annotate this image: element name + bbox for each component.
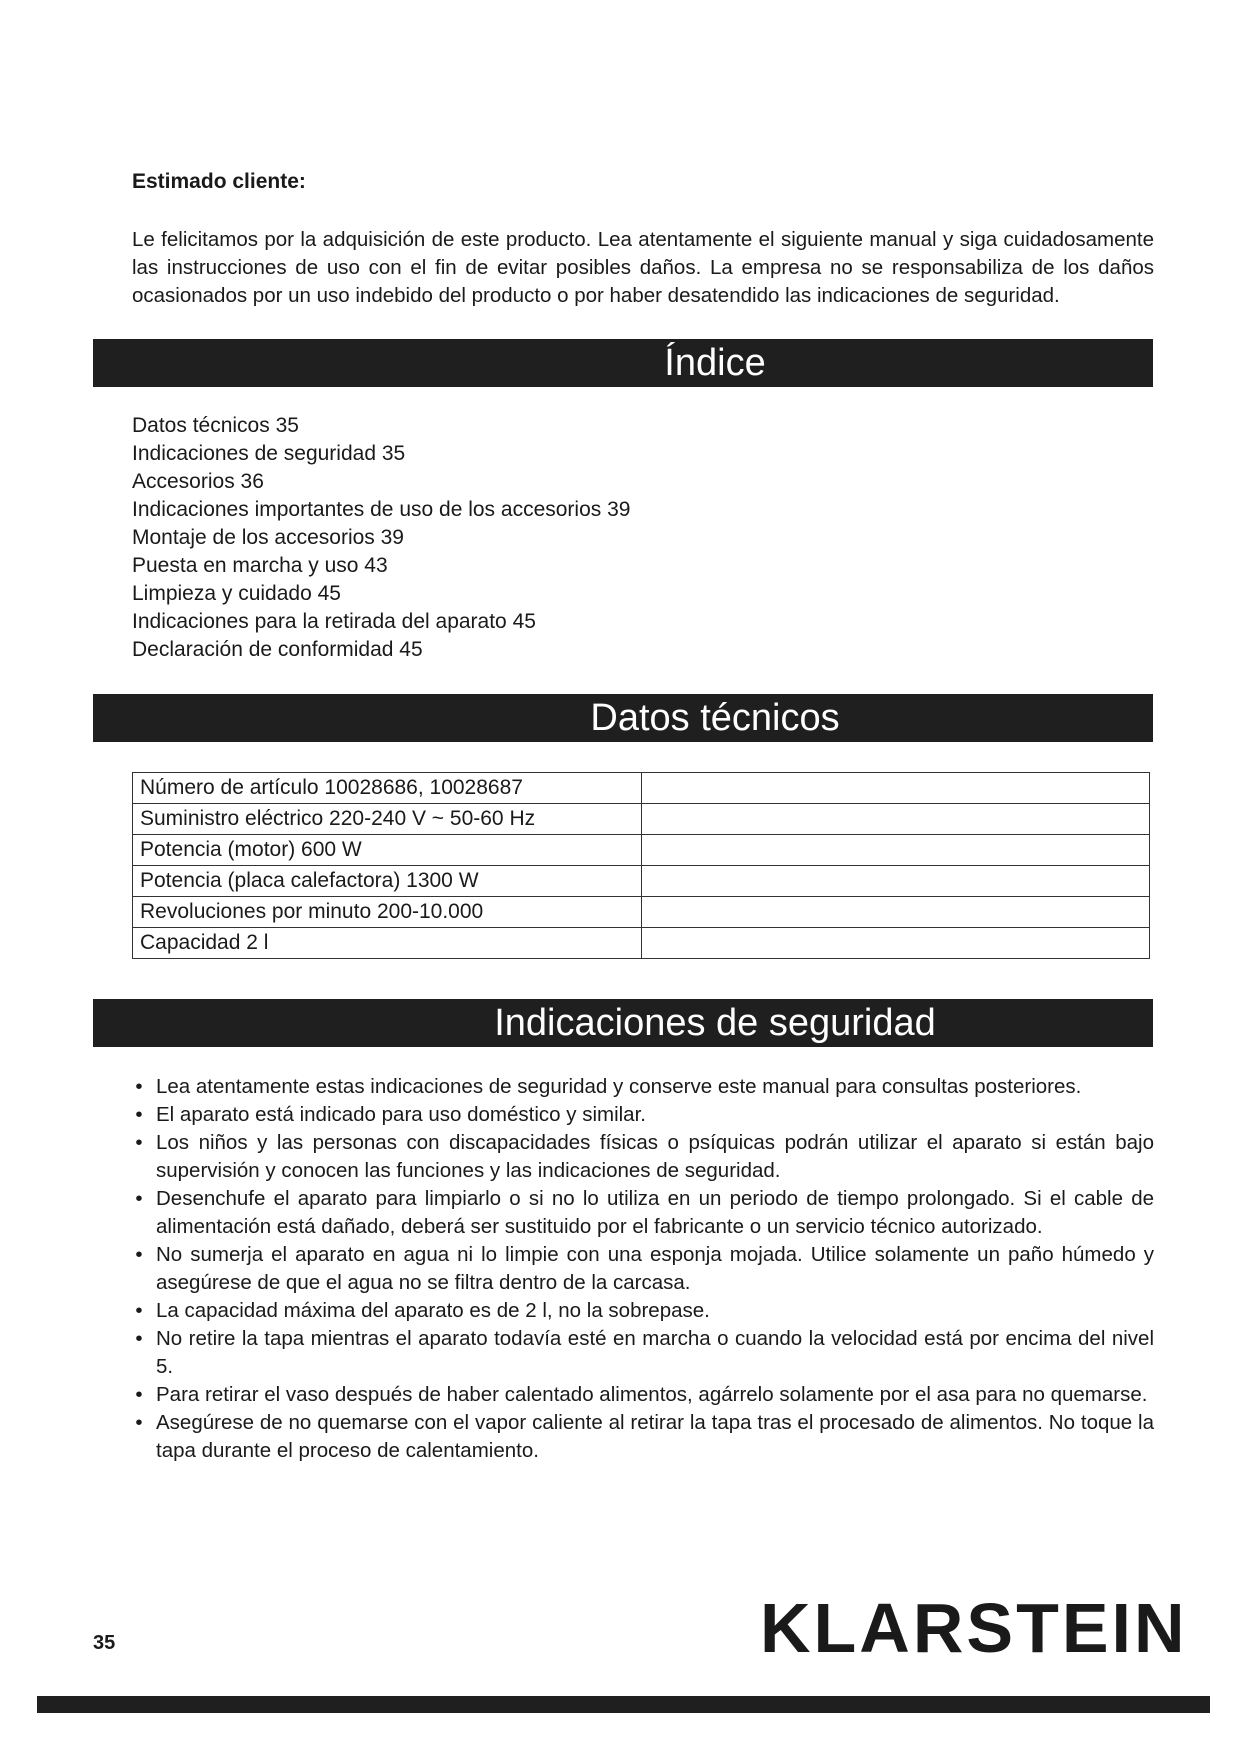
spec-value xyxy=(642,897,1150,928)
toc-item: Limpieza y cuidado 45 xyxy=(132,582,341,605)
list-item xyxy=(132,1073,1154,1101)
list-item xyxy=(132,1241,1154,1297)
toc-item: Accesorios 36 xyxy=(132,470,264,493)
specs-table xyxy=(132,772,1150,959)
bullet-icon: • xyxy=(135,1299,143,1322)
list-item xyxy=(132,1101,1154,1129)
spec-label: Potencia (motor) 600 W xyxy=(133,835,642,866)
safety-text: Desenchufe el aparato para limpiarlo o si no lo utiliza en un periodo de tiempo prolongado. Si el cable de alimentación está dañado, deberá ser sustituido por el fabricante o un servicio técnico autorizado. xyxy=(156,1187,1154,1238)
spec-label: Revoluciones por minuto 200-10.000 xyxy=(133,897,642,928)
spec-label: Potencia (placa calefactora) 1300 W xyxy=(133,866,642,897)
table-row xyxy=(133,835,1150,866)
spec-label: Número de artículo 10028686, 10028687 xyxy=(133,773,642,804)
safety-text: No sumerja el aparato en agua ni lo limpie con una esponja mojada. Utilice solamente un paño húmedo y asegúrese de que el agua no se filtra dentro de la carcasa. xyxy=(156,1243,1154,1294)
list-item xyxy=(132,1381,1154,1409)
bullet-icon: • xyxy=(135,1187,143,1210)
safety-text: Para retirar el vaso después de haber calentado alimentos, agárrelo solamente por el asa para no quemarse. xyxy=(156,1383,1148,1406)
footer-bar xyxy=(37,1696,1210,1713)
spec-value xyxy=(642,866,1150,897)
spec-label: Suministro eléctrico 220-240 V ~ 50-60 Hz xyxy=(133,804,642,835)
intro-paragraph: Le felicitamos por la adquisición de este producto. Lea atentamente el siguiente manual y siga cuidadosamente las instrucciones de uso con el fin de evitar posibles daños. La empresa no se responsabiliza de los daños ocasionados por un uso indebido del producto o por haber desatendido las indicaciones de seguridad. xyxy=(132,228,1154,307)
toc-item: Montaje de los accesorios 39 xyxy=(132,526,404,549)
list-item xyxy=(132,1297,1154,1325)
spec-value xyxy=(642,804,1150,835)
toc-item: Puesta en marcha y uso 43 xyxy=(132,554,388,577)
list-item xyxy=(132,1325,1154,1381)
spec-value xyxy=(642,835,1150,866)
table-row xyxy=(133,804,1150,835)
bullet-icon: • xyxy=(135,1411,143,1434)
section-title: Datos técnicos xyxy=(590,697,840,739)
spec-value xyxy=(642,773,1150,804)
section-header-indice xyxy=(93,339,1153,387)
table-row xyxy=(133,897,1150,928)
bullet-icon: • xyxy=(135,1075,143,1098)
toc-item: Indicaciones importantes de uso de los accesorios 39 xyxy=(132,498,631,521)
table-row xyxy=(133,928,1150,959)
toc-item: Indicaciones para la retirada del aparato 45 xyxy=(132,610,536,633)
section-header-seguridad xyxy=(93,999,1153,1047)
spec-value xyxy=(642,928,1150,959)
safety-text: Los niños y las personas con discapacidades físicas o psíquicas podrán utilizar el aparato si están bajo supervisión y conocen las funciones y las indicaciones de seguridad. xyxy=(156,1131,1154,1182)
section-title: Índice xyxy=(664,342,766,384)
section-header-datos-tecnicos xyxy=(93,694,1153,742)
list-item xyxy=(132,1129,1154,1185)
bullet-icon: • xyxy=(135,1243,143,1266)
greeting: Estimado cliente: xyxy=(132,170,306,193)
safety-text: La capacidad máxima del aparato es de 2 l, no la sobrepase. xyxy=(156,1299,710,1322)
safety-text: No retire la tapa mientras el aparato todavía esté en marcha o cuando la velocidad está por encima del nivel 5. xyxy=(156,1327,1154,1378)
safety-list xyxy=(132,1073,1154,1465)
bullet-icon: • xyxy=(135,1103,143,1126)
safety-text: Lea atentamente estas indicaciones de seguridad y conserve este manual para consultas posteriores. xyxy=(156,1075,1082,1098)
table-of-contents xyxy=(132,412,630,664)
list-item xyxy=(132,1409,1154,1465)
safety-text: El aparato está indicado para uso doméstico y similar. xyxy=(156,1103,646,1126)
table-row xyxy=(133,866,1150,897)
toc-item: Declaración de conformidad 45 xyxy=(132,638,423,661)
table-row xyxy=(133,773,1150,804)
spec-label: Capacidad 2 l xyxy=(133,928,642,959)
bullet-icon: • xyxy=(135,1131,143,1154)
toc-item: Datos técnicos 35 xyxy=(132,414,299,437)
section-title: Indicaciones de seguridad xyxy=(494,1002,936,1044)
brand-logo: KLARSTEIN xyxy=(760,1589,1188,1667)
bullet-icon: • xyxy=(135,1383,143,1406)
list-item xyxy=(132,1185,1154,1241)
page-number: 35 xyxy=(93,1632,116,1654)
bullet-icon: • xyxy=(135,1327,143,1350)
toc-item: Indicaciones de seguridad 35 xyxy=(132,442,406,465)
safety-text: Asegúrese de no quemarse con el vapor caliente al retirar la tapa tras el procesado de alimentos. No toque la tapa durante el proceso de calentamiento. xyxy=(156,1411,1154,1462)
